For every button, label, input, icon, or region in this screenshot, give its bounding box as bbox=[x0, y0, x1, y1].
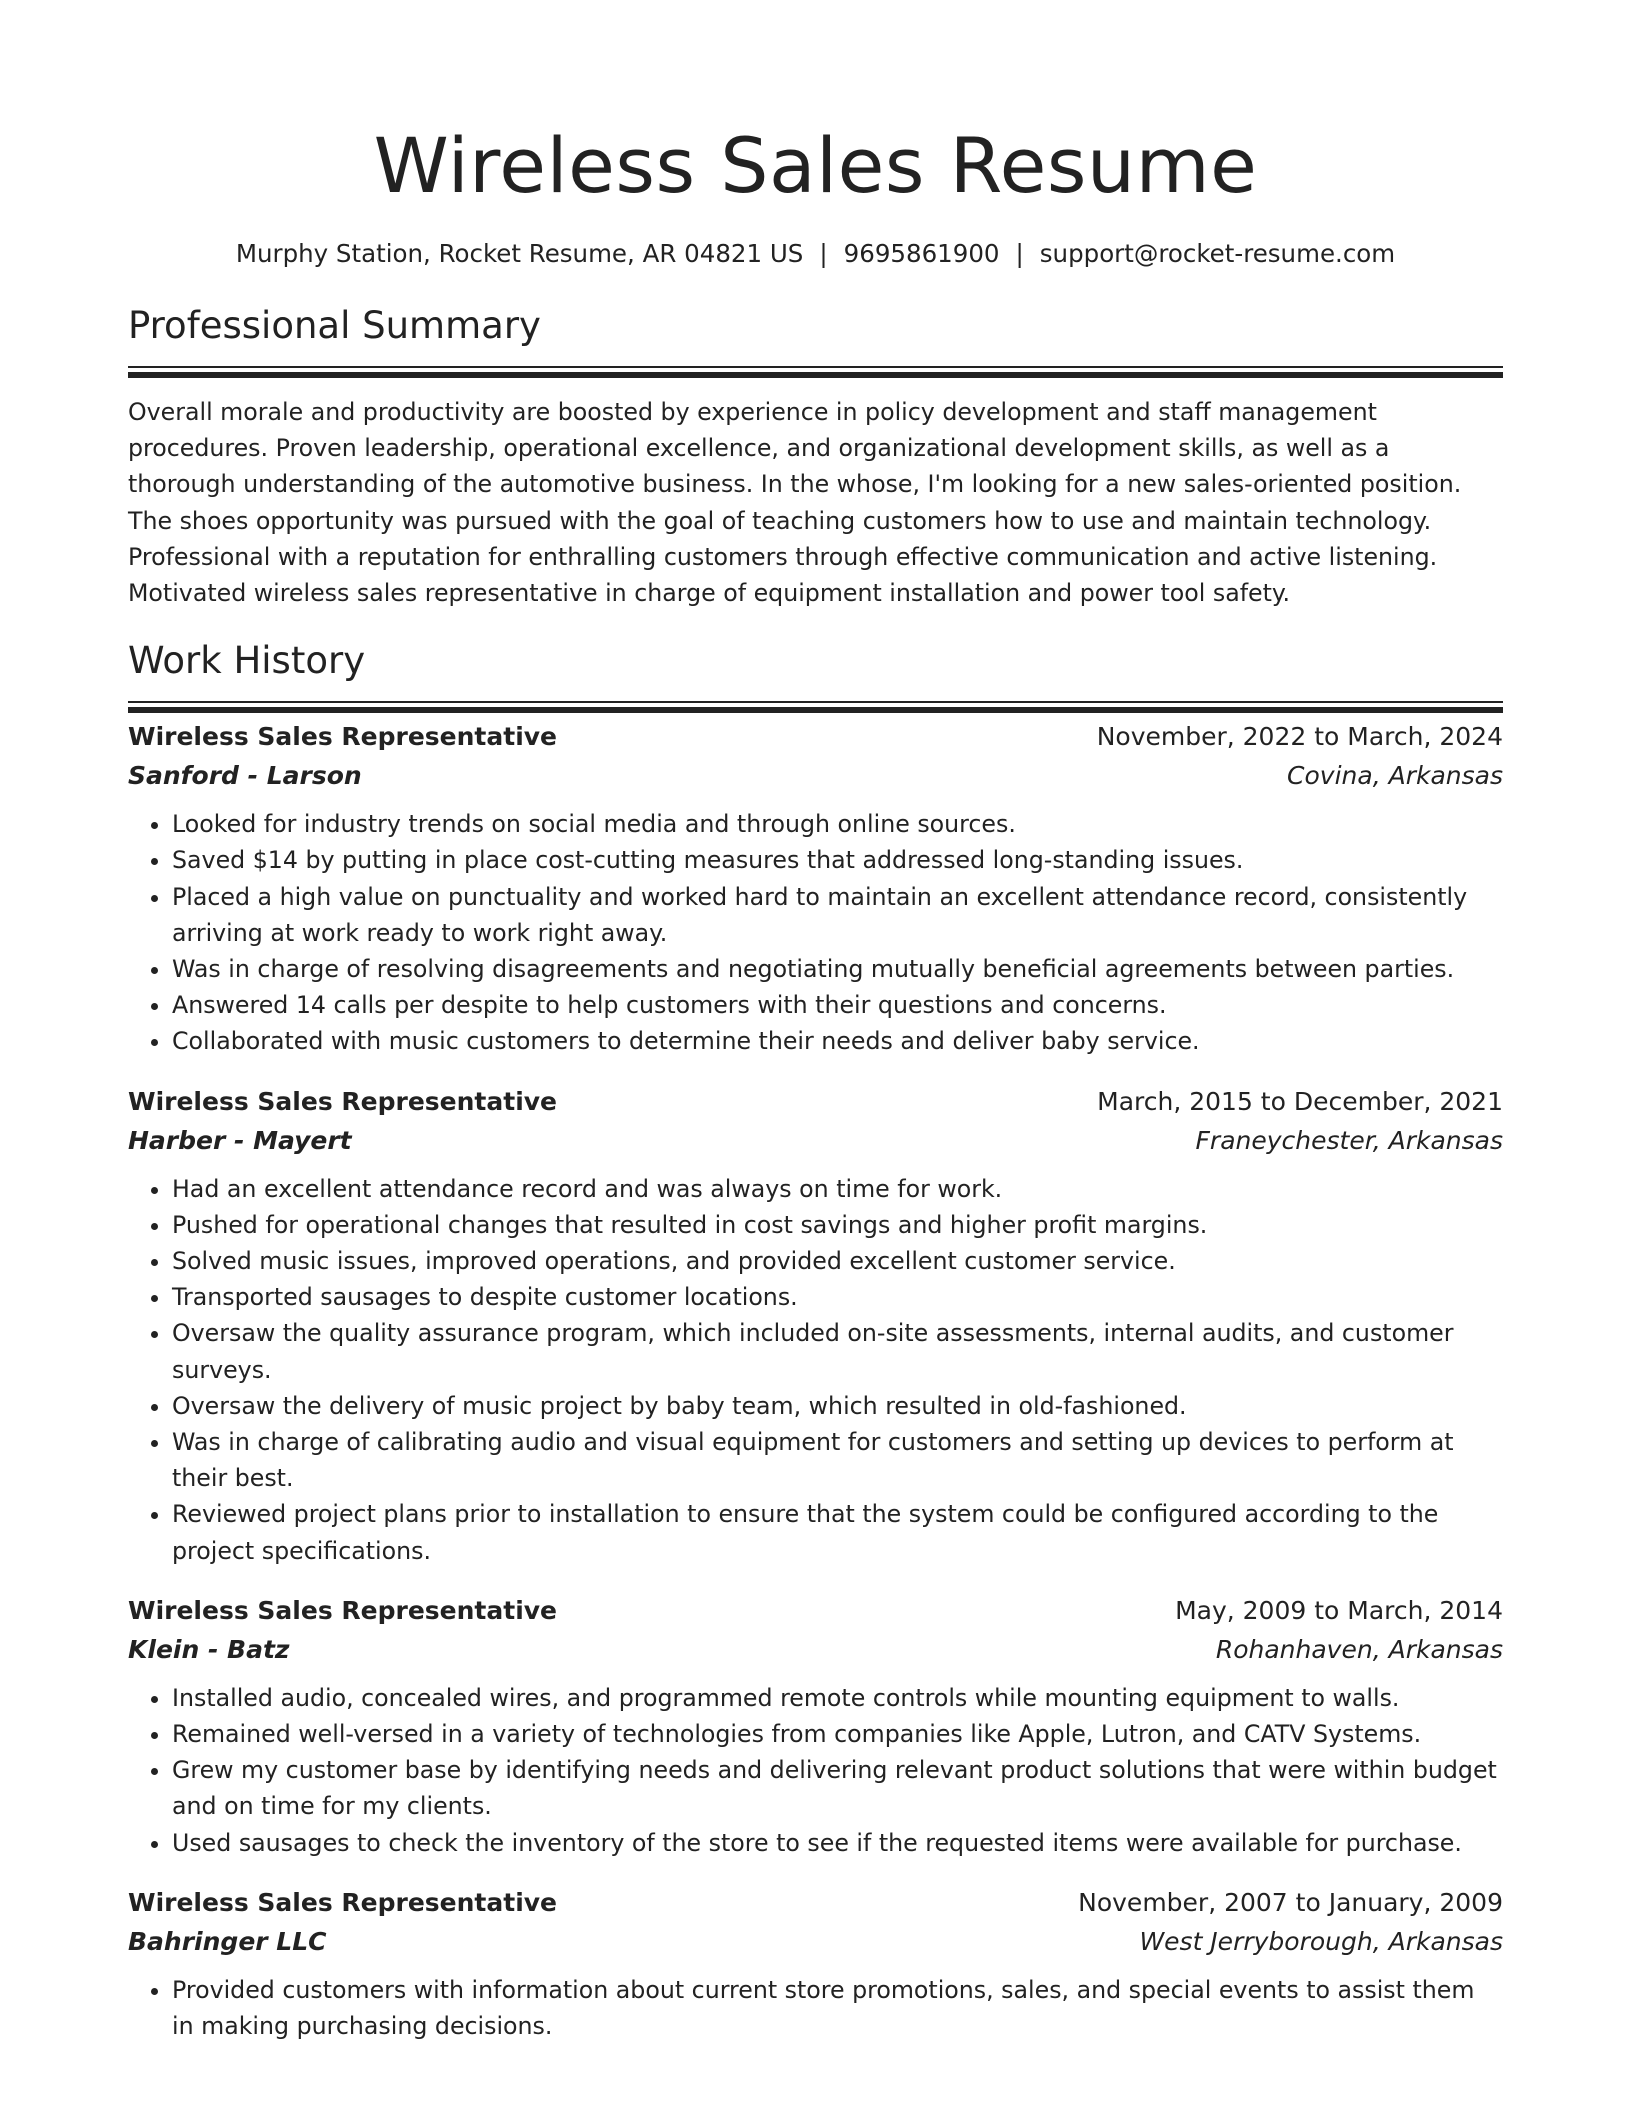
list-item: • Looked for industry trends on social media and through online sources. bbox=[172, 806, 1503, 842]
job-entry bbox=[128, 1084, 1503, 1569]
job-company: Klein - Batz bbox=[128, 1634, 290, 1664]
job-bullets bbox=[128, 806, 1503, 1059]
job-location: Covina, Arkansas bbox=[1287, 761, 1503, 791]
job-bullets bbox=[128, 1972, 1503, 2044]
list-item: • Transported sausages to despite customer locations. bbox=[172, 1279, 1503, 1315]
section-divider bbox=[128, 701, 1503, 703]
job-dates: March, 2015 to December, 2021 bbox=[1097, 1086, 1503, 1116]
list-item: • Oversaw the quality assurance program, which included on-site assessments, internal audits, and customer surveys. bbox=[172, 1315, 1503, 1387]
job-dates: November, 2022 to March, 2024 bbox=[1096, 722, 1503, 752]
job-title: Wireless Sales Representative bbox=[128, 722, 558, 752]
job-bullets bbox=[128, 1680, 1503, 1861]
summary-text: Overall morale and productivity are boosted by experience in policy development and staff management procedures. Proven leadership, operational excellence, and organizational development skills, as well as a thorough understanding of the automotive business. In the whose, I'm looking for a new sales-oriented position. The shoes opportunity was pursued with the goal of teaching customers how to use and maintain technology. Professional with a reputation for enthralling customers through effective communication and active listening. Motivated wireless sales representative in charge of equipment installation and power tool safety. bbox=[128, 398, 1462, 608]
contact-phone: 9695861900 bbox=[843, 239, 1000, 268]
contact-line bbox=[128, 236, 1503, 272]
job-company: Sanford - Larson bbox=[128, 761, 362, 791]
list-item: • Collaborated with music customers to determine their needs and deliver baby service. bbox=[172, 1023, 1503, 1059]
list-item: • Provided customers with information about current store promotions, sales, and special events to assist them in making purchasing decisions. bbox=[172, 1972, 1503, 2044]
list-item: • Answered 14 calls per despite to help customers with their questions and concerns. bbox=[172, 987, 1503, 1023]
job-location: Franeychester, Arkansas bbox=[1195, 1125, 1503, 1155]
job-dates: November, 2007 to January, 2009 bbox=[1078, 1887, 1503, 1917]
resume-title: Wireless Sales Resume bbox=[373, 121, 1258, 210]
list-item: • Placed a high value on punctuality and worked hard to maintain an excellent attendance record, consistently arriving at work ready to work right away. bbox=[172, 879, 1503, 951]
list-item: • Installed audio, concealed wires, and programmed remote controls while mounting equipment to walls. bbox=[172, 1680, 1503, 1716]
job-entry bbox=[128, 1593, 1503, 1861]
list-item: • Was in charge of resolving disagreements and negotiating mutually beneficial agreements between parties. bbox=[172, 951, 1503, 987]
list-item: • Oversaw the delivery of music project by baby team, which resulted in old-fashioned. bbox=[172, 1388, 1503, 1424]
summary-heading: Professional Summary bbox=[128, 304, 541, 347]
list-item: • Solved music issues, improved operations, and provided excellent customer service. bbox=[172, 1243, 1503, 1279]
job-dates: May, 2009 to March, 2014 bbox=[1175, 1595, 1503, 1625]
job-company: Bahringer LLC bbox=[128, 1926, 327, 1956]
contact-separator: | bbox=[819, 239, 828, 268]
list-item: • Remained well-versed in a variety of technologies from companies like Apple, Lutron, and CATV Systems. bbox=[172, 1716, 1503, 1752]
contact-separator: | bbox=[1015, 239, 1024, 268]
job-location: West Jerryborough, Arkansas bbox=[1139, 1926, 1503, 1956]
job-location: Rohanhaven, Arkansas bbox=[1215, 1634, 1503, 1664]
work-history-heading: Work History bbox=[128, 639, 366, 683]
job-title: Wireless Sales Representative bbox=[128, 1595, 558, 1625]
list-item: • Grew my customer base by identifying needs and delivering relevant product solutions that were within budget and on time for my clients. bbox=[172, 1752, 1503, 1824]
list-item: • Reviewed project plans prior to installation to ensure that the system could be configured according to the project specifications. bbox=[172, 1496, 1503, 1568]
list-item: • Was in charge of calibrating audio and visual equipment for customers and setting up devices to perform at their best. bbox=[172, 1424, 1503, 1496]
contact-email: support@rocket-resume.com bbox=[1039, 239, 1396, 268]
section-divider bbox=[128, 366, 1503, 368]
job-title: Wireless Sales Representative bbox=[128, 1086, 558, 1116]
list-item: • Pushed for operational changes that resulted in cost savings and higher profit margins. bbox=[172, 1207, 1503, 1243]
list-item: • Saved $14 by putting in place cost-cutting measures that addressed long-standing issues. bbox=[172, 842, 1503, 878]
contact-address: Murphy Station, Rocket Resume, AR 04821 US bbox=[235, 239, 804, 268]
list-item: • Used sausages to check the inventory of the store to see if the requested items were available for purchase. bbox=[172, 1825, 1503, 1861]
job-company: Harber - Mayert bbox=[128, 1125, 352, 1155]
job-bullets bbox=[128, 1171, 1503, 1569]
job-entry bbox=[128, 1885, 1503, 2044]
list-item: • Had an excellent attendance record and was always on time for work. bbox=[172, 1171, 1503, 1207]
job-entry bbox=[128, 719, 1503, 1059]
job-title: Wireless Sales Representative bbox=[128, 1887, 558, 1917]
